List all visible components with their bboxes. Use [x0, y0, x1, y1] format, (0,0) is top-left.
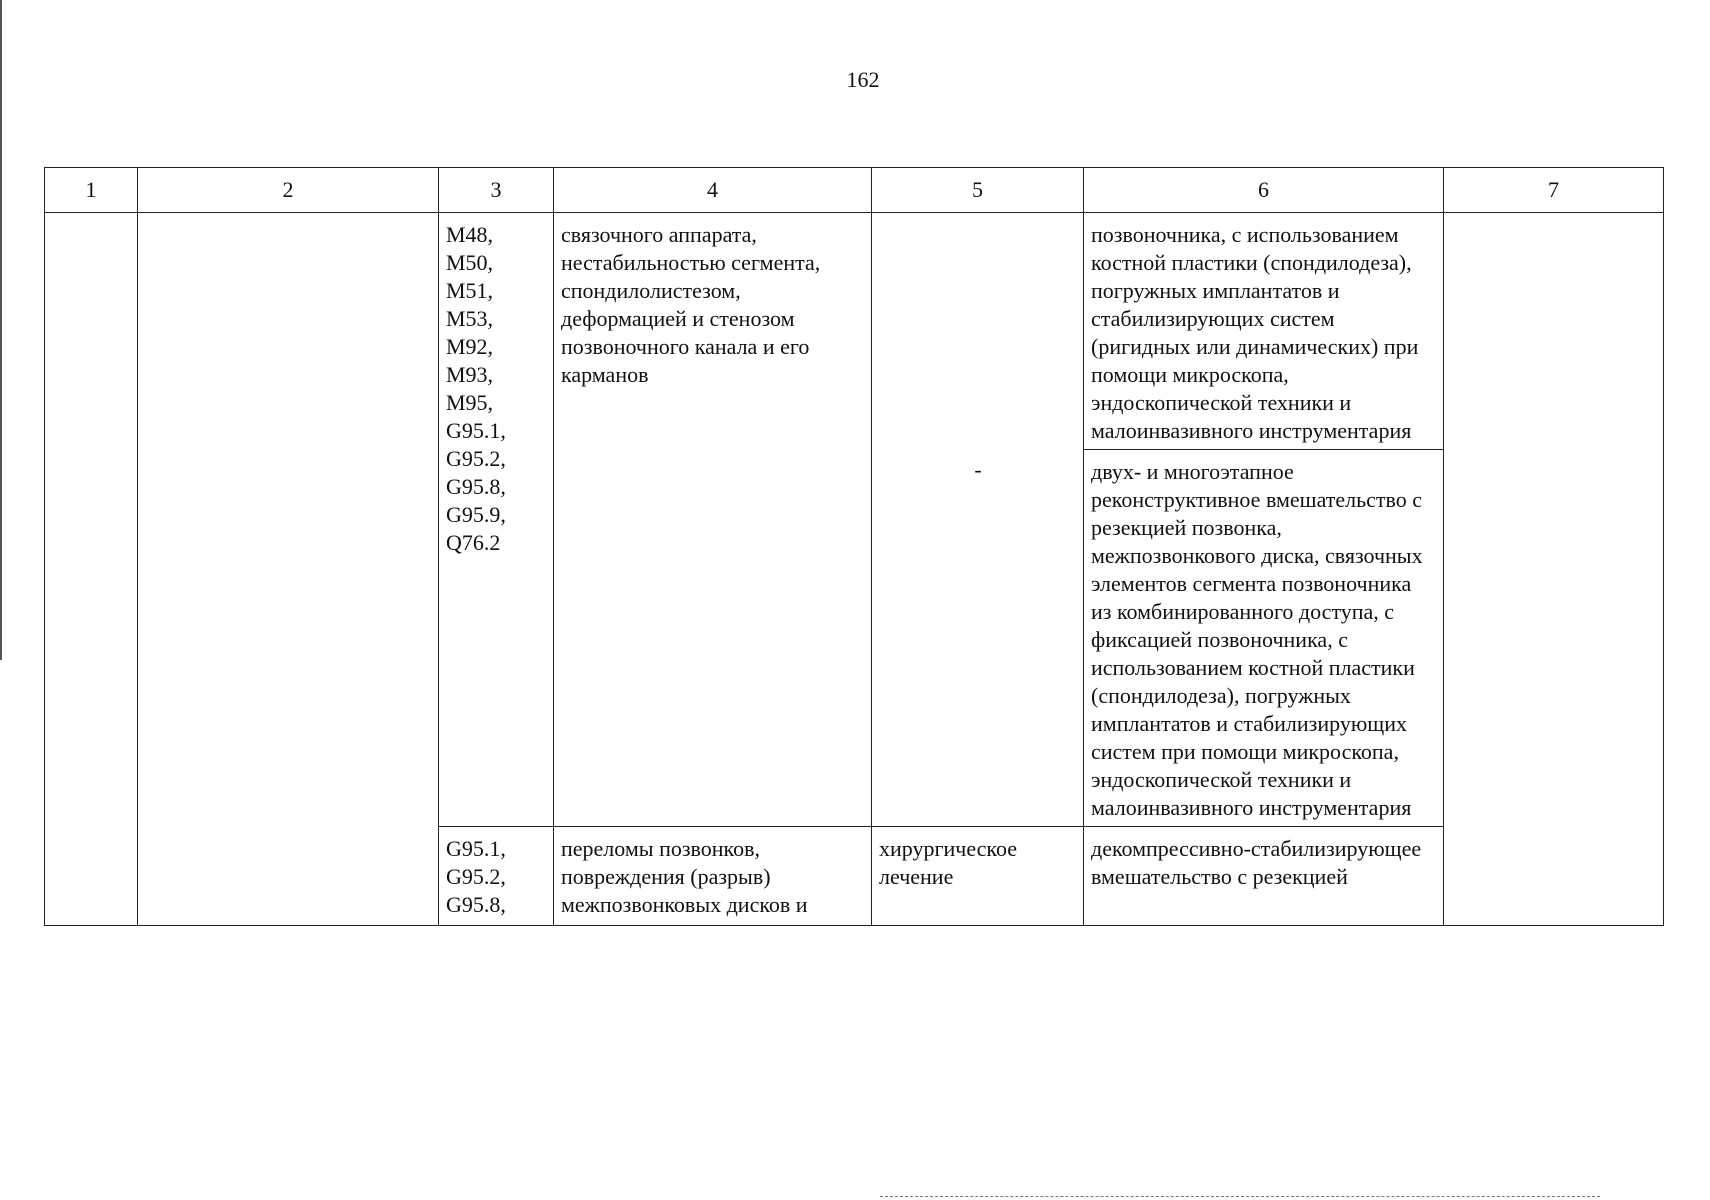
code-item: G95.1,	[446, 418, 506, 443]
codes-cell	[439, 827, 554, 926]
diagnosis-cell: связочного аппарата, нестабильностью сегмента, спондилолистезом, деформацией и стенозом позвоночного канала и его карманов	[554, 213, 872, 827]
cell-col7	[1444, 213, 1664, 926]
code-item: G95.8,	[446, 474, 506, 499]
code-item: G95.1,	[446, 836, 506, 861]
header-col-4: 4	[554, 168, 872, 213]
code-item: M95,	[446, 390, 494, 415]
method-cell: позвоночника, с использованием костной пластики (спондилодеза), погружных имплантатов и стабилизирующих систем (ригидных или динамических) при помощи микроскопа, эндоскопической техники и малоинвазивного инструментария	[1084, 213, 1444, 450]
diagnosis-cell: переломы позвонков, повреждения (разрыв) межпозвонковых дисков и	[554, 827, 872, 926]
method-cell: двух- и многоэтапное реконструктивное вмешательство с резекцией позвонка, межпозвонкового диска, связочных элементов сегмента позвоночника из комбинированного доступа, с фиксацией позвоночника, с использованием костной пластики (спондилодеза), погружных имплантатов и стабилизирующих систем при помощи микроскопа, эндоскопической техники и малоинвазивного инструментария	[1084, 450, 1444, 827]
header-col-6: 6	[1084, 168, 1444, 213]
header-col-7: 7	[1444, 168, 1664, 213]
code-item: M93,	[446, 362, 494, 387]
method-cell: декомпрессивно-стабилизирующее вмешательство с резекцией	[1084, 827, 1444, 926]
code-item: M51,	[446, 278, 494, 303]
header-col-2: 2	[138, 168, 439, 213]
treatment-cell	[872, 213, 1084, 827]
code-item: G95.8,	[446, 892, 506, 917]
code-item: M50,	[446, 250, 494, 275]
codes-cell	[439, 213, 554, 827]
code-item: M92,	[446, 334, 494, 359]
header-col-1: 1	[45, 168, 138, 213]
scan-footer-line	[880, 1196, 1600, 1197]
treatment-cell: хирургическое лечение	[872, 827, 1084, 926]
table-row	[45, 213, 1664, 450]
code-item: Q76.2	[446, 530, 501, 555]
cell-col2	[138, 213, 439, 926]
code-item: G95.2,	[446, 864, 506, 889]
code-item: G95.2,	[446, 446, 506, 471]
code-item: M48,	[446, 222, 494, 247]
header-col-5: 5	[872, 168, 1084, 213]
page-number: 162	[846, 67, 880, 92]
dash-mark: -	[974, 457, 982, 482]
header-col-3: 3	[439, 168, 554, 213]
code-item: G95.9,	[446, 502, 506, 527]
header-row	[45, 168, 1664, 213]
procedures-table	[44, 167, 1664, 926]
cell-col1	[45, 213, 138, 926]
code-item: M53,	[446, 306, 494, 331]
page-left-edge	[0, 0, 2, 660]
